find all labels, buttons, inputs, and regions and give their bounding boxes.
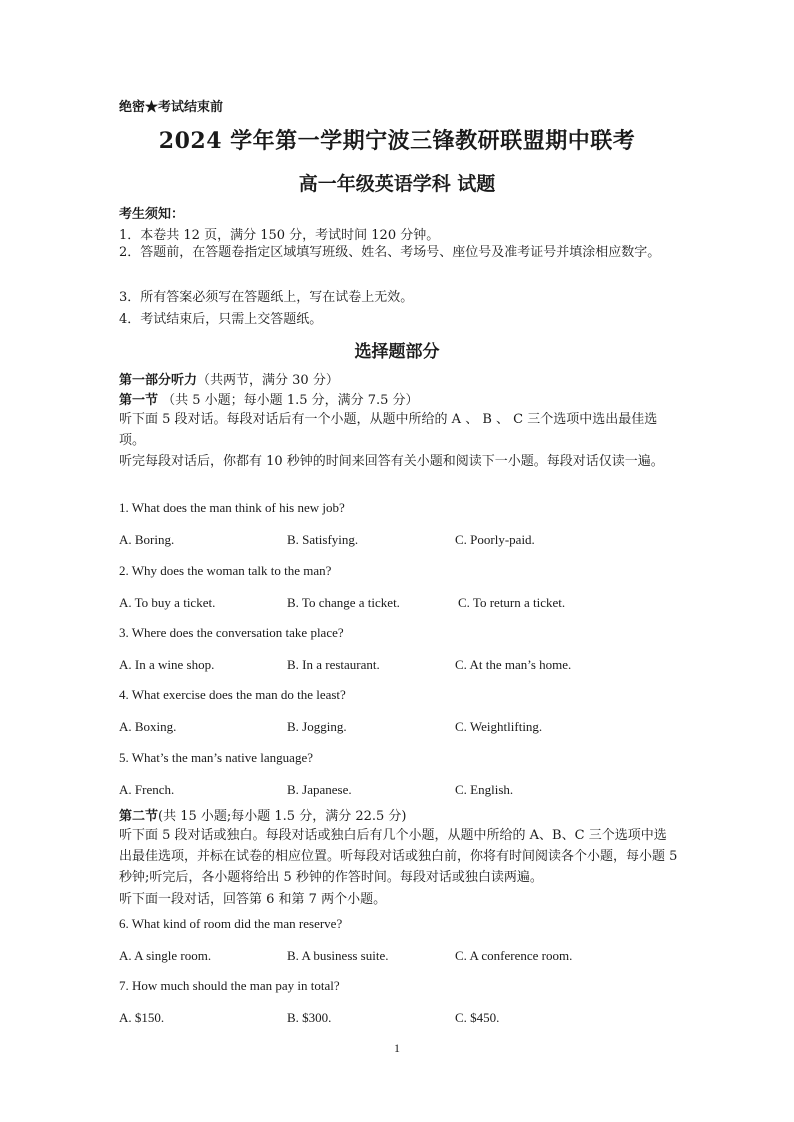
section1-title-bold: 第一节 <box>119 393 159 408</box>
option-c: C. At the man’s home. <box>455 657 572 672</box>
question-3: 3. Where does the conversation take place? <box>119 625 344 640</box>
option-b: B. Japanese. <box>287 782 352 797</box>
note-item: 3．所有答案必须写在答题纸上，写在试卷上无效。 <box>119 290 414 305</box>
option-b: B. A business suite. <box>287 948 389 963</box>
option-c: C. Poorly-paid. <box>455 532 535 547</box>
option-b: B. $300. <box>287 1010 332 1025</box>
option-a: A. French. <box>119 782 175 797</box>
question-1: 1. What does the man think of his new job? <box>119 500 345 515</box>
option-c: C. Weightlifting. <box>455 719 543 734</box>
notes-heading: 考生须知： <box>119 207 185 222</box>
option-b: B. To change a ticket. <box>287 595 400 610</box>
option-b: B. Jogging. <box>287 719 347 734</box>
section1-instructions: 听下面 5 段对话。每段对话后有一个小题，从题中所给的 A 、 B 、 C 三个选项中选出最佳选项。 <box>119 412 658 448</box>
option-a: A. Boring. <box>119 532 175 547</box>
question-6: 6. What kind of room did the man reserve? <box>119 916 343 931</box>
option-a: A. In a wine shop. <box>119 657 215 672</box>
section1-title <box>119 389 419 408</box>
option-a: A. A single room. <box>119 948 212 963</box>
section-heading: 选择题部分 <box>354 342 440 362</box>
option-a: A. To buy a ticket. <box>119 595 216 610</box>
exam-title: 2024 学年第一学期宁波三锋教研联盟期中联考 <box>158 128 636 154</box>
option-c: C. English. <box>455 782 514 797</box>
section1-title-rest: （共 5 小题；每小题 1.5 分，满分 7.5 分） <box>158 393 419 408</box>
part1-title-bold: 第一部分听力 <box>119 373 198 388</box>
section2-title-bold: 第二节 <box>119 809 159 824</box>
section1-instructions-2: 听完每段对话后，你都有 10 秒钟的时间来回答有关小题和阅读下一小题。每段对话仅读一遍。 <box>119 454 664 469</box>
section2-instructions: 听下面 5 段对话或独白。每段对话或独白后有几个小题，从题中所给的 A、B、C 三个选项中选出最佳选项，并标在试卷的相应位置。听每段对话或独白前，你将有时间阅读各个小题，每小题 5 秒钟;听完后，各小题将给出 5 秒钟的作答时间。每段对话或独白读两遍。 <box>119 828 678 885</box>
page-number: 1 <box>394 1041 400 1055</box>
part1-title <box>119 369 339 388</box>
part1-title-rest: （共两节，满分 30 分） <box>197 373 339 388</box>
question-2: 2. Why does the woman talk to the man? <box>119 563 332 578</box>
note-item: 2．答题前，在答题卷指定区域填写班级、姓名、考场号、座位号及准考证号并填涂相应数字。 <box>119 245 661 260</box>
note-item: 4．考试结束后，只需上交答题纸。 <box>119 312 323 327</box>
question-4: 4. What exercise does the man do the least? <box>119 687 346 702</box>
section2-title-rest: (共 15 小题;每小题 1.5 分，满分 22.5 分) <box>158 809 407 824</box>
note-item: 1．本卷共 12 页，满分 150 分，考试时间 120 分钟。 <box>119 228 440 243</box>
question-5: 5. What’s the man’s native language? <box>119 750 313 765</box>
confidential-label: 绝密★考试结束前 <box>119 100 224 115</box>
question-7: 7. How much should the man pay in total? <box>119 978 340 993</box>
section2-title <box>119 805 407 824</box>
option-c: C. A conference room. <box>455 948 573 963</box>
section2-instructions-last: 听下面一段对话，回答第 6 和第 7 两个小题。 <box>119 892 387 907</box>
option-a: A. $150. <box>119 1010 165 1025</box>
exam-subtitle: 高一年级英语学科 试题 <box>298 173 496 195</box>
option-c: C. $450. <box>455 1010 500 1025</box>
option-b: B. In a restaurant. <box>287 657 380 672</box>
option-b: B. Satisfying. <box>287 532 359 547</box>
option-a: A. Boxing. <box>119 719 177 734</box>
option-c: C. To return a ticket. <box>458 595 566 610</box>
